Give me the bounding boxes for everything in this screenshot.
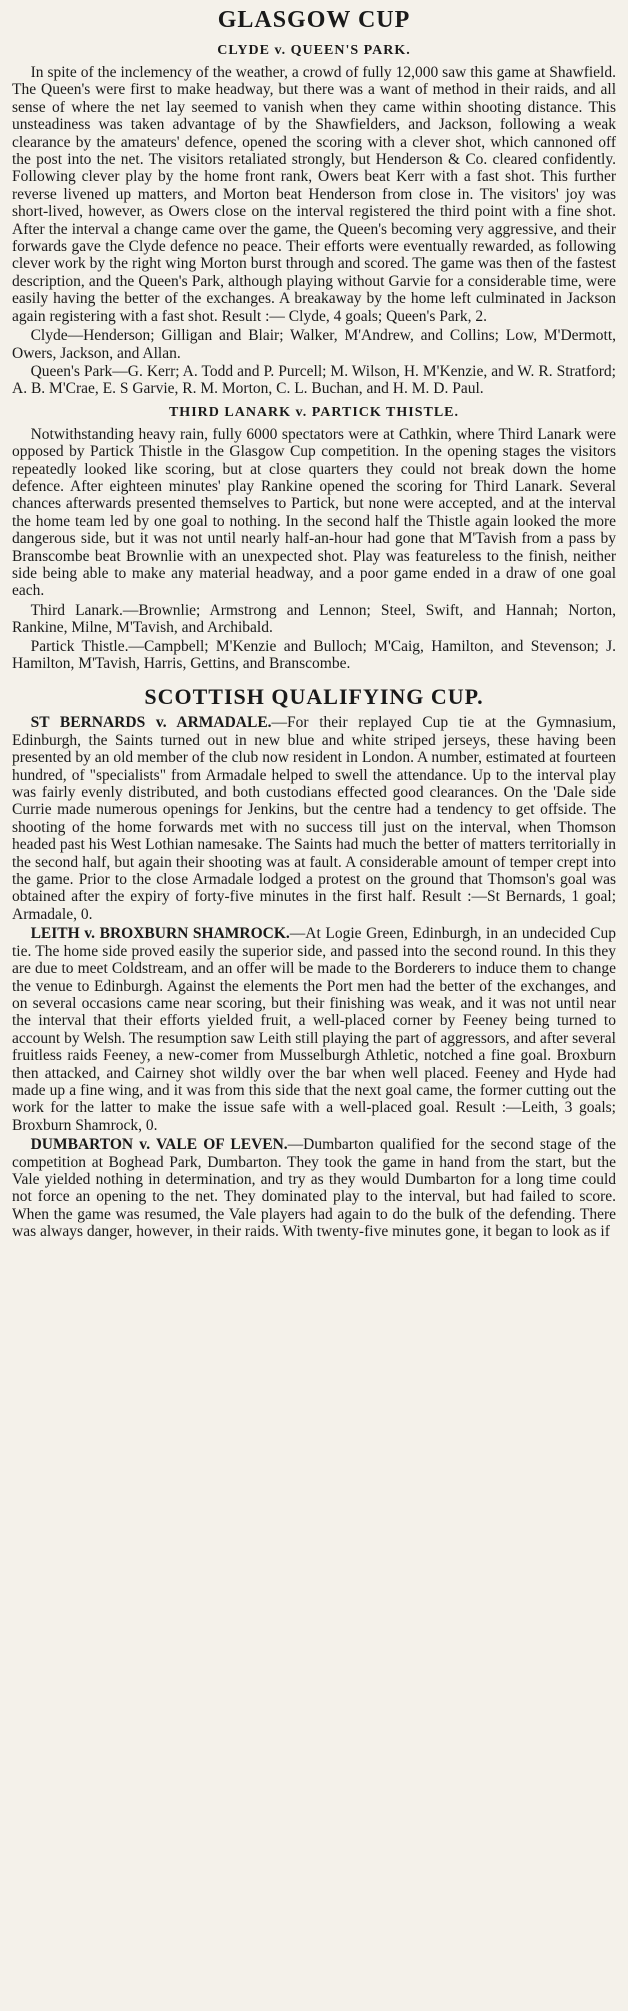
clyde-team-lineup: Clyde—Henderson; Gilligan and Blair; Walker, M'Andrew, and Collins; Low, M'Dermott, Owers, Jackson, and Allan. xyxy=(12,327,616,362)
leith-broxburn-article xyxy=(12,925,616,1134)
queens-park-team-lineup: Queen's Park—G. Kerr; A. Todd and P. Purcell; M. Wilson, H. M'Kenzie, and W. R. Stratford; A. B. M'Crae, E. S Garvie, R. M. Morton, C. L. Buchan, and H. M. D. Paul. xyxy=(12,362,616,398)
st-bernards-armadale-heading: ST BERNARDS v. ARMADALE. xyxy=(30,714,272,732)
dumbarton-vale-heading: DUMBARTON v. VALE OF LEVEN. xyxy=(30,1136,288,1154)
partick-thistle-team-lineup: Partick Thistle.—Campbell; M'Kenzie and Bulloch; M'Caig, Hamilton, and Stevenson; J. Hamilton, M'Tavish, Harris, Gettins, and Branscombe. xyxy=(12,637,616,672)
dumbarton-vale-report: —Dumbarton qualified for the second stage of the competition at Boghead Park, Dumbarton. They took the game in hand from the start, but the Vale yielded nothing in determination, and try as they would Dumbarton for a long time could not force an opening to the net. They dominated play to the interval, but had failed to score. When the game was resumed, the Vale players had again to do the bulk of the defending. There was always danger, however, in their raids. With twenty-five minutes gone, it began to look as if xyxy=(12,1136,616,1241)
third-lanark-partick-heading: THIRD LANARK v. PARTICK THISTLE. xyxy=(168,404,460,420)
third-lanark-team-lineup: Third Lanark.—Brownlie; Armstrong and Lennon; Steel, Swift, and Hannah; Norton, Rankine, Milne, M'Tavish, and Archibald. xyxy=(12,601,616,637)
st-bernards-armadale-report: —For their replayed Cup tie at the Gymnasium, Edinburgh, the Saints turned out in new blue and white striped jerseys, these having been presented by an old member of the club now resident in London. A number, estimated at fourteen hundred, of "specialists" from Armadale helped to swell the attendance. Up to the interval play was fairly evenly distributed, and both custodians effected good clearances. On the 'Dale side Currie made numerous openings for Jenkins, but the centre had a tendency to get offside. The shooting of the home forwards met with no success till just on the interval, when Thomson headed past his West Lothian namesake. The Saints had much the better of matters territorially in the second half, but again their shooting was at fault. A considerable amount of temper crept into the game. Prior to the close Armadale lodged a protest on the ground that Thomson's goal was obtained after the expiry of forty-five minutes in the first half. Result :—St Bernards, 1 goal; Armadale, 0. xyxy=(12,714,616,923)
dumbarton-vale-article xyxy=(12,1136,616,1240)
leith-broxburn-heading: LEITH v. BROXBURN SHAMROCK. xyxy=(30,925,290,943)
glasgow-cup-heading: GLASGOW CUP xyxy=(217,7,411,33)
third-lanark-partick-report: Notwithstanding heavy rain, fully 6000 spectators were at Cathkin, where Third Lanark were opposed by Partick Thistle in the Glasgow Cup competition. In the opening stages the visitors repeatedly looked like scoring, but at close quarters they could not break down the home defence. After eighteen minutes' play Rankine opened the scoring for Third Lanark. Several chances afterwards presented themselves to Partick, but none were accepted, and at the interval the home team led by one goal to nothing. In the second half the Thistle again looked the more dangerous side, but it was not until nearly half-an-hour had gone that M'Tavish from a pass by Branscombe beat Brownlie with an unexpected shot. Play was featureless to the finish, neither side being able to make any material headway, and a poor game ended in a draw of one goal each. xyxy=(12,425,616,600)
clyde-queens-park-heading: CLYDE v. QUEEN'S PARK. xyxy=(217,43,411,58)
leith-broxburn-report: —At Logie Green, Edinburgh, in an undecided Cup tie. The home side proved easily the superior side, and passed into the second round. In this they are due to meet Coldstream, and an offer will be made to the Borderers to induce them to change the venue to Edinburgh. Against the elements the Port men had the better of the exchanges, and on several occasions came near scoring, but their finishing was weak, and it was not until near the interval that their efforts yielded fruit, a well-placed corner by Feeney being turned to account by Welsh. The resumption saw Leith still playing the part of aggressors, and after several fruitless raids Feeney, a new-comer from Musselburgh Athletic, notched a fine goal. Broxburn then attacked, and Cairney shot wildly over the bar when well placed. Feeney and Hyde had made up a fine wing, and it was from this side that the next goal came, the former cutting out the work for the latter to make the issue safe with a well-placed goal. Result :—Leith, 3 goals; Broxburn Shamrock, 0. xyxy=(12,925,616,1134)
clyde-queens-park-report: In spite of the inclemency of the weather, a crowd of fully 12,000 saw this game at Shawfield. The Queen's were first to make headway, but there was a want of method in their raids, and all sense of where the net lay seemed to vanish when they came within shooting distance. This unsteadiness was taken advantage of by the Shawfielders, and Jackson, following a weak clearance by the amateurs' defence, opened the scoring with a clever shot, which cannoned off the post into the net. The visitors retaliated strongly, but Henderson & Co. cleared confidently. Following clever play by the home front rank, Owers beat Kerr with a fast shot. This further reverse livened up matters, and Morton beat Henderson from close in. The visitors' joy was short-lived, however, as Owers close on the interval registered the third point with a fine shot. After the interval a change came over the game, the Queen's becoming very aggressive, and their forwards gave the Clyde defence no peace. Their efforts were eventually rewarded, as following clever work by the right wing Morton burst through and scored. The game was then of the fastest description, and the Queen's Park, although playing without Garvie for a considerable time, were easily having the better of the exchanges. A breakaway by the home left culminated in Jackson again registering with a fast shot. Result :— Clyde, 4 goals; Queen's Park, 2. xyxy=(12,64,616,325)
st-bernards-armadale-article xyxy=(12,714,616,923)
scottish-qualifying-cup-heading: SCOTTISH QUALIFYING CUP. xyxy=(144,684,484,710)
